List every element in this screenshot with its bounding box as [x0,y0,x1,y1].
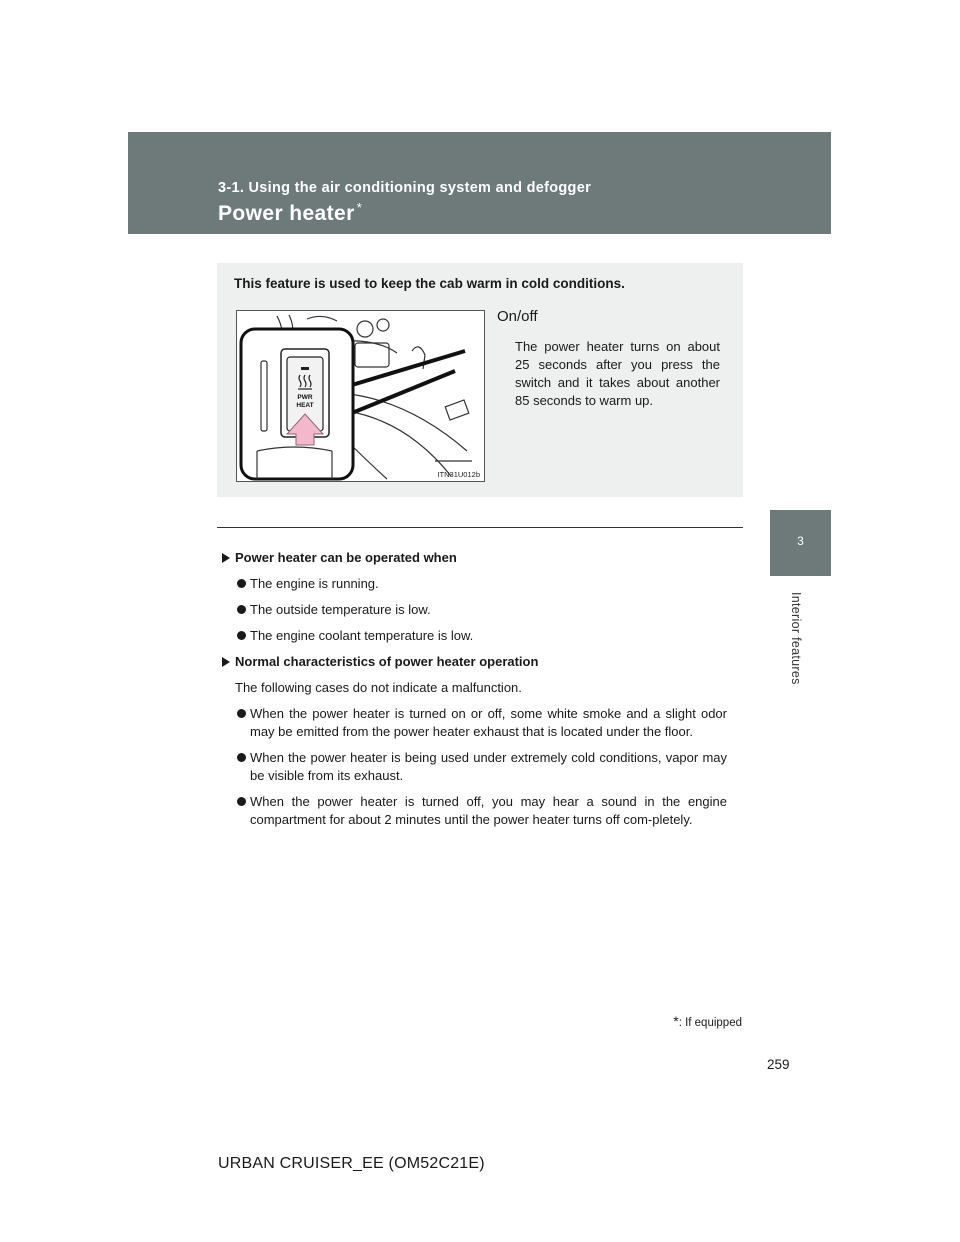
zoom-line-bottom [352,371,455,413]
title-asterisk: * [356,200,363,215]
list-item: The engine coolant temperature is low. [217,627,727,645]
list-item: When the power heater is turned off, you may hear a sound in the engine compartment for about 2 minutes until the power heater turns off com-pletely. [217,793,727,829]
dashboard-switch-drawing [237,311,484,481]
illustration-code: ITN31U012b [437,470,480,479]
list-item: The outside temperature is low. [217,601,727,619]
chapter-name: Interior features [789,592,803,685]
list-item: The engine is running. [217,575,727,593]
page-title [218,200,362,226]
callout-text: The power heater turns on about 25 seconds after you press the switch and it takes about another 85 seconds to warm up. [515,339,720,408]
chapter-number: 3 [797,534,804,548]
page-title-text: Power heater [218,202,355,225]
footnote-text: : If equipped [678,1017,742,1029]
list-item: When the power heater is turned on or off, some white smoke and a slight odor may be emitted from the power heater exhaust that is located under the floor. [217,705,727,741]
zoom-line-top [352,351,465,385]
section-divider [217,527,743,528]
note-heading-operation: Power heater can be operated when [217,549,727,567]
note-intro: The following cases do not indicate a malfunction. [235,680,522,695]
notes-section [217,545,727,837]
callout-title: On/off [497,308,538,325]
indicator-light [301,367,309,370]
manual-code: URBAN CRUISER_EE (OM52C21E) [218,1155,485,1172]
note-heading-characteristics: Normal characteristics of power heater operation [217,653,727,671]
switch-label-heat: HEAT [296,402,314,409]
list-item: When the power heater is being used under extremely cold conditions, vapor may be visible from its exhaust. [217,749,727,785]
footnote-asterisk: * [673,1013,679,1029]
section-label: 3-1. Using the air conditioning system and defogger [218,180,592,196]
switch-illustration [236,310,485,482]
page-number: 259 [767,1057,790,1072]
switch-label-pwr: PWR [297,394,313,401]
footnote [673,1013,742,1029]
feature-intro: This feature is used to keep the cab warm in cold conditions. [234,276,625,291]
